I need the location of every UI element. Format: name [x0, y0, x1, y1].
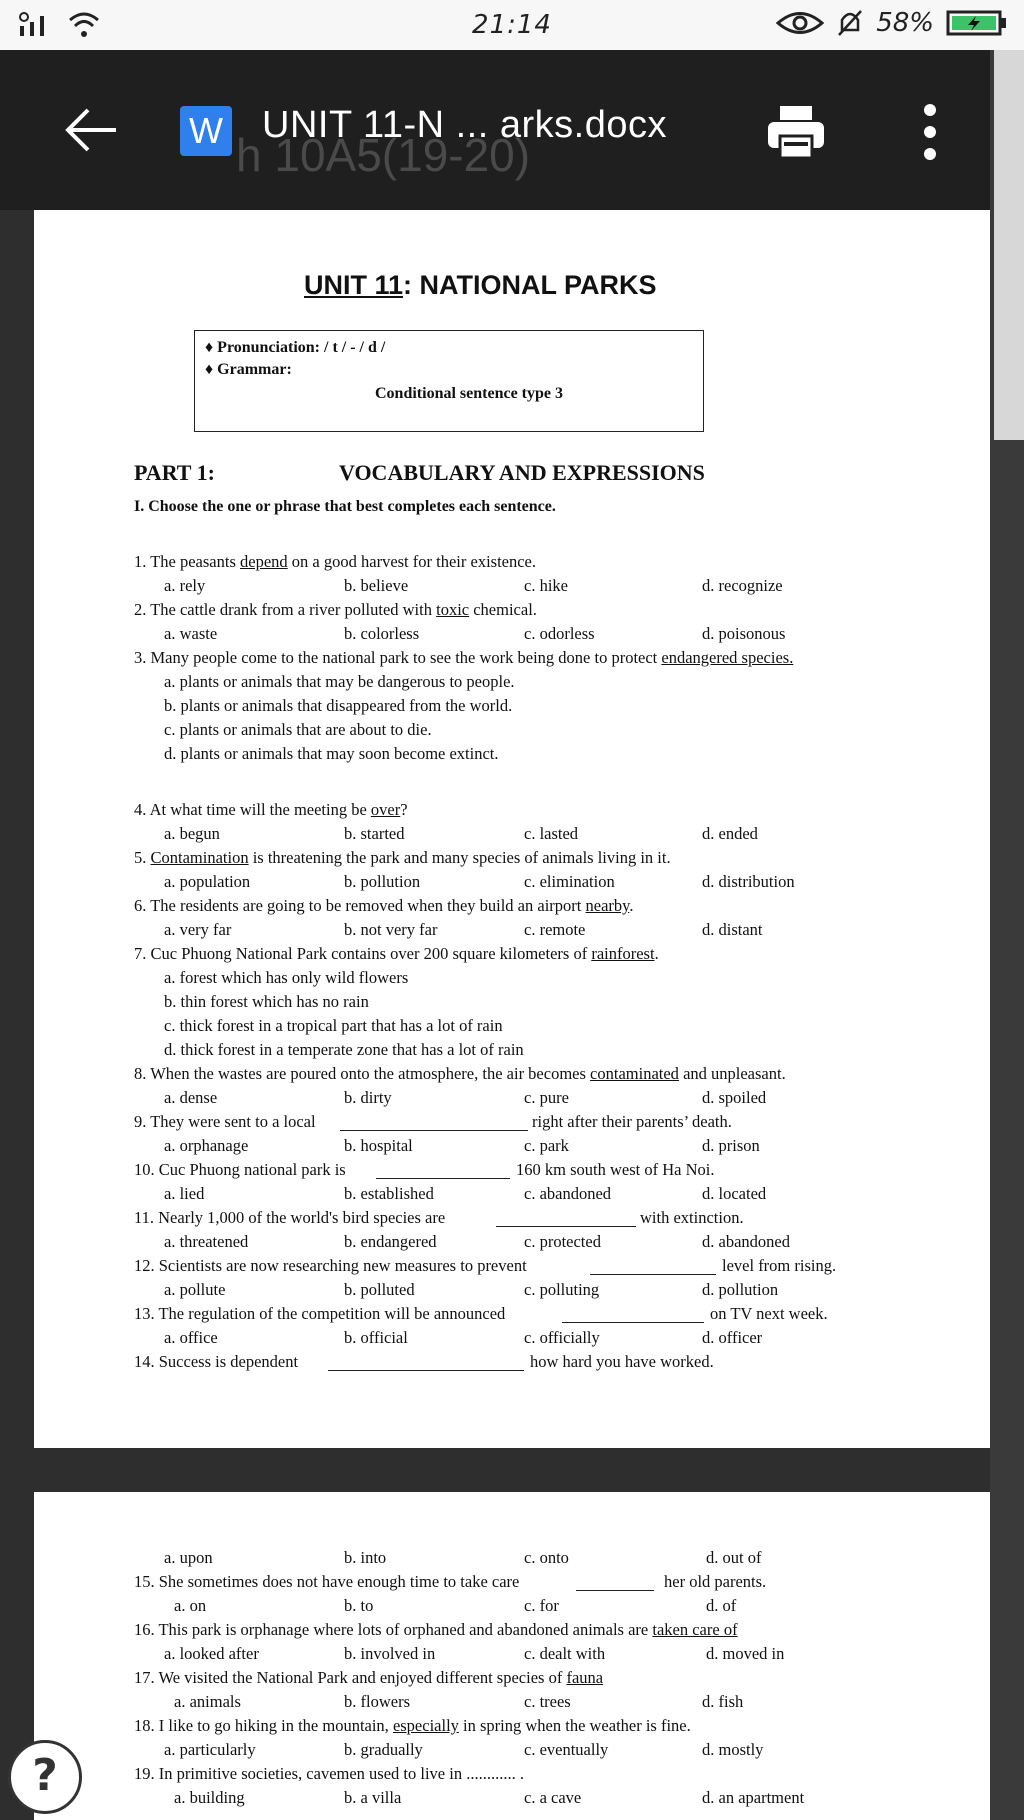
question-6: 6. The residents are going to be removed when they build an airport nearby. [134, 896, 634, 915]
clock: 21:14 [472, 10, 552, 40]
option[interactable]: a. upon [164, 1548, 213, 1567]
option[interactable]: c. elimination [524, 872, 615, 891]
question-12: 12. Scientists are now researching new measures to prevent [134, 1256, 527, 1275]
blank-line[interactable] [590, 1274, 716, 1275]
option[interactable]: b. polluted [344, 1280, 415, 1299]
option[interactable]: b. pollution [344, 872, 421, 891]
option[interactable]: b. a villa [344, 1788, 402, 1807]
question-3: 3. Many people come to the national park to see the work being done to protect endangered species. [134, 648, 794, 667]
option[interactable]: a. particularly [164, 1740, 256, 1759]
option[interactable]: c. officially [524, 1328, 600, 1347]
option[interactable]: d. pollution [702, 1280, 779, 1299]
question-5: 5. Contamination is threatening the park and many species of animals living in it. [134, 848, 671, 867]
option[interactable]: c. plants or animals that are about to die. [164, 720, 432, 739]
part-label: PART 1: [134, 460, 215, 485]
option[interactable]: b. dirty [344, 1088, 392, 1107]
option[interactable]: a. looked after [164, 1644, 259, 1663]
question-8: 8. When the wastes are poured onto the atmosphere, the air becomes contaminated and unpleasant. [134, 1064, 786, 1083]
bell-off-icon [836, 8, 864, 38]
option[interactable]: c. abandoned [524, 1184, 612, 1203]
option[interactable]: c. pure [524, 1088, 569, 1107]
option[interactable]: b. believe [344, 576, 409, 595]
option[interactable]: a. lied [164, 1184, 205, 1203]
blank-line[interactable] [340, 1130, 528, 1131]
question-18: 18. I like to go hiking in the mountain, especially in spring when the weather is fine. [134, 1716, 691, 1735]
question-7: 7. Cuc Phuong National Park contains over 200 square kilometers of rainforest. [134, 944, 659, 963]
help-button[interactable]: ? [8, 1740, 82, 1814]
option[interactable]: b. to [344, 1596, 374, 1615]
blank-line[interactable] [576, 1590, 654, 1591]
question-14: 14. Success is dependent [134, 1352, 299, 1371]
word-doc-icon: W [180, 106, 232, 156]
option[interactable]: b. plants or animals that disappeared from the world. [164, 696, 513, 715]
option[interactable]: d. ended [702, 824, 758, 843]
option[interactable]: d. of [706, 1596, 737, 1615]
option[interactable]: a. rely [164, 576, 206, 595]
option[interactable]: d. fish [702, 1692, 744, 1711]
option[interactable]: b. involved in [344, 1644, 436, 1663]
option[interactable]: d. plants or animals that may soon become extinct. [164, 744, 499, 763]
blank-line[interactable] [376, 1178, 510, 1179]
box-grammar-topic: Conditional sentence type 3 [375, 385, 563, 402]
question-10: 10. Cuc Phuong national park is [134, 1160, 346, 1179]
option[interactable]: d. officer [702, 1328, 763, 1347]
option[interactable]: d. out of [706, 1548, 762, 1567]
option[interactable]: d. poisonous [702, 624, 786, 643]
option[interactable]: a. threatened [164, 1232, 249, 1251]
option[interactable]: d. distribution [702, 872, 795, 891]
part-title: VOCABULARY AND EXPRESSIONS [339, 460, 705, 485]
box-grammar: ♦ Grammar: [205, 361, 292, 378]
option[interactable]: c. odorless [524, 624, 595, 643]
option[interactable]: a. orphanage [164, 1136, 249, 1155]
question-2: 2. The cattle drank from a river polluted with toxic chemical. [134, 600, 537, 619]
option[interactable]: d. moved in [706, 1644, 785, 1663]
instruction: I. Choose the one or phrase that best completes each sentence. [134, 498, 556, 515]
question-19: 19. In primitive societies, cavemen used to live in ............ . [134, 1764, 524, 1783]
more-options-icon[interactable] [918, 102, 942, 162]
blank-line[interactable] [496, 1226, 636, 1227]
option[interactable]: d. mostly [702, 1740, 764, 1759]
option[interactable]: b. hospital [344, 1136, 413, 1155]
question-16: 16. This park is orphanage where lots of orphaned and abandoned animals are taken care of [134, 1620, 738, 1639]
option[interactable]: b. established [344, 1184, 434, 1203]
option[interactable]: b. gradually [344, 1740, 423, 1759]
document-page-1 [34, 210, 990, 1448]
question-15: 15. She sometimes does not have enough time to take care [134, 1572, 520, 1591]
option[interactable]: b. not very far [344, 920, 438, 939]
print-icon[interactable] [766, 102, 826, 162]
status-bar [0, 0, 1024, 50]
option[interactable]: d. spoiled [702, 1088, 767, 1107]
option[interactable]: d. abandoned [702, 1232, 790, 1251]
option[interactable]: a. waste [164, 624, 218, 643]
question-17: 17. We visited the National Park and enjoyed different species of fauna [134, 1668, 604, 1687]
question-12-end: level from rising. [722, 1256, 837, 1275]
ghost-title: h 10A5(19-20) [236, 129, 531, 181]
option[interactable]: b. started [344, 824, 405, 843]
option[interactable]: c. dealt with [524, 1644, 606, 1663]
app-bar [0, 50, 990, 210]
unit-title: UNIT 11: NATIONAL PARKS [304, 270, 657, 300]
option[interactable]: a. plants or animals that may be dangerous to people. [164, 672, 515, 691]
question-1: 1. The peasants depend on a good harvest for their existence. [134, 552, 537, 571]
option[interactable]: a. pollute [164, 1280, 226, 1299]
option[interactable]: a. animals [174, 1692, 241, 1711]
option[interactable]: d. prison [702, 1136, 760, 1155]
question-9-end: right after their parents’ death. [532, 1112, 732, 1131]
option[interactable]: a. very far [164, 920, 232, 939]
option[interactable]: a. dense [164, 1088, 218, 1107]
option[interactable]: a. forest which has only wild flowers [164, 968, 409, 987]
option[interactable]: c. trees [524, 1692, 571, 1711]
option[interactable]: a. building [174, 1788, 245, 1807]
option[interactable]: c. hike [524, 576, 568, 595]
option[interactable]: b. into [344, 1548, 387, 1567]
option[interactable]: c. protected [524, 1232, 601, 1251]
scrollbar-thumb[interactable] [994, 50, 1024, 440]
document-title: UNIT 11-N ... arks.docx [262, 104, 667, 146]
question-14-end: how hard you have worked. [530, 1352, 714, 1371]
option[interactable]: c. a cave [524, 1788, 582, 1807]
battery-icon [946, 8, 1008, 38]
option[interactable]: c. for [524, 1596, 559, 1615]
question-9: 9. They were sent to a local [134, 1112, 316, 1131]
option[interactable]: c. thick forest in a tropical part that has a lot of rain [164, 1016, 503, 1035]
option[interactable]: d. distant [702, 920, 763, 939]
option[interactable]: c. polluting [524, 1280, 600, 1299]
option[interactable]: d. located [702, 1184, 767, 1203]
option[interactable]: a. office [164, 1328, 218, 1347]
blank-line[interactable] [328, 1370, 524, 1371]
option[interactable]: b. endangered [344, 1232, 437, 1251]
question-10-end: 160 km south west of Ha Noi. [516, 1160, 715, 1179]
option[interactable]: d. an apartment [702, 1788, 805, 1807]
box-pronunciation: ♦ Pronunciation: / t / - / d / [205, 339, 386, 356]
battery-percent: 58% [876, 8, 934, 38]
option[interactable]: b. thin forest which has no rain [164, 992, 369, 1011]
option[interactable]: c. lasted [524, 824, 579, 843]
question-13-end: on TV next week. [710, 1304, 828, 1323]
question-11: 11. Nearly 1,000 of the world's bird species are [134, 1208, 446, 1227]
document-page-2 [34, 1492, 990, 1820]
lesson-box [194, 330, 704, 432]
option[interactable]: b. colorless [344, 624, 420, 643]
option[interactable]: c. onto [524, 1548, 569, 1567]
option[interactable]: a. population [164, 872, 251, 891]
question-4: 4. At what time will the meeting be over? [134, 800, 408, 819]
option[interactable]: d. recognize [702, 576, 783, 595]
status-right [776, 8, 1008, 38]
option[interactable]: a. begun [164, 824, 220, 843]
question-11-end: with extinction. [640, 1208, 744, 1227]
option[interactable]: b. flowers [344, 1692, 410, 1711]
question-13: 13. The regulation of the competition will be announced [134, 1304, 506, 1323]
option[interactable]: b. official [344, 1328, 408, 1347]
option[interactable]: c. remote [524, 920, 586, 939]
option[interactable]: c. eventually [524, 1740, 609, 1759]
blank-line[interactable] [562, 1322, 704, 1323]
option[interactable]: d. thick forest in a temperate zone that has a lot of rain [164, 1040, 524, 1059]
question-15-end: her old parents. [664, 1572, 767, 1591]
back-arrow-icon[interactable] [62, 106, 118, 154]
option[interactable]: a. on [174, 1596, 207, 1615]
eye-icon [776, 8, 824, 38]
option[interactable]: c. park [524, 1136, 569, 1155]
